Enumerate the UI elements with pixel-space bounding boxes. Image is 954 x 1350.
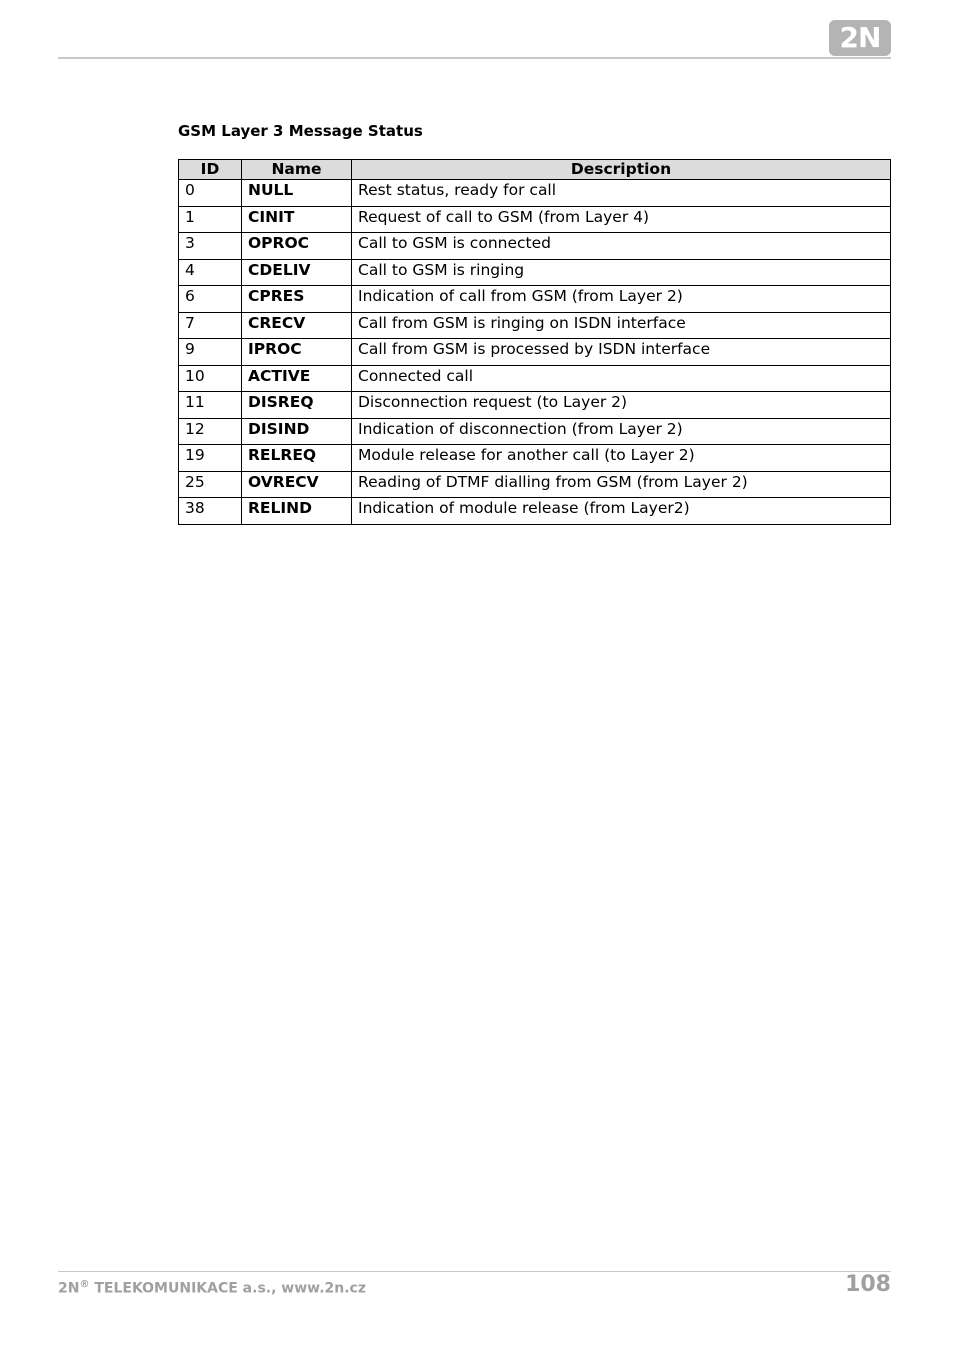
row-name-cell: DISIND bbox=[242, 418, 352, 445]
row-name-cell: CINIT bbox=[242, 206, 352, 233]
row-description-cell: Request of call to GSM (from Layer 4) bbox=[352, 206, 891, 233]
row-id-cell: 0 bbox=[179, 180, 242, 207]
row-description-cell: Rest status, ready for call bbox=[352, 180, 891, 207]
row-name-cell: DISREQ bbox=[242, 392, 352, 419]
row-name-cell: RELREQ bbox=[242, 445, 352, 472]
row-id-cell: 6 bbox=[179, 286, 242, 313]
row-description-cell: Disconnection request (to Layer 2) bbox=[352, 392, 891, 419]
column-header-name: Name bbox=[242, 160, 352, 180]
footer-divider bbox=[58, 1271, 891, 1272]
registered-mark: ® bbox=[79, 1279, 90, 1290]
row-name-cell: RELIND bbox=[242, 498, 352, 525]
table-row bbox=[179, 286, 891, 313]
row-name-cell: IPROC bbox=[242, 339, 352, 366]
row-id-cell: 25 bbox=[179, 471, 242, 498]
table-row bbox=[179, 312, 891, 339]
table-body bbox=[179, 180, 891, 525]
table-row bbox=[179, 339, 891, 366]
table-row bbox=[179, 418, 891, 445]
row-id-cell: 38 bbox=[179, 498, 242, 525]
row-id-cell: 11 bbox=[179, 392, 242, 419]
row-description-cell: Indication of disconnection (from Layer 2) bbox=[352, 418, 891, 445]
row-id-cell: 7 bbox=[179, 312, 242, 339]
row-name-cell: CPRES bbox=[242, 286, 352, 313]
section-title: GSM Layer 3 Message Status bbox=[178, 122, 423, 140]
row-id-cell: 10 bbox=[179, 365, 242, 392]
row-description-cell: Indication of call from GSM (from Layer 2) bbox=[352, 286, 891, 313]
table-row bbox=[179, 498, 891, 525]
table-header-row bbox=[179, 160, 891, 180]
table-row bbox=[179, 206, 891, 233]
row-id-cell: 3 bbox=[179, 233, 242, 260]
row-description-cell: Module release for another call (to Layer 2) bbox=[352, 445, 891, 472]
row-description-cell: Call to GSM is connected bbox=[352, 233, 891, 260]
row-description-cell: Call from GSM is processed by ISDN interface bbox=[352, 339, 891, 366]
table-row bbox=[179, 445, 891, 472]
row-id-cell: 4 bbox=[179, 259, 242, 286]
table-row bbox=[179, 392, 891, 419]
footer-company-text: TELEKOMUNIKACE a.s., www.2n.cz bbox=[89, 1280, 366, 1297]
footer-brand: 2N bbox=[58, 1280, 80, 1297]
table-row bbox=[179, 233, 891, 260]
row-name-cell: CRECV bbox=[242, 312, 352, 339]
page-number: 108 bbox=[845, 1272, 891, 1297]
row-id-cell: 9 bbox=[179, 339, 242, 366]
row-description-cell: Indication of module release (from Layer2) bbox=[352, 498, 891, 525]
message-status-table bbox=[178, 159, 891, 525]
footer-company bbox=[58, 1279, 366, 1297]
table-row bbox=[179, 259, 891, 286]
row-id-cell: 19 bbox=[179, 445, 242, 472]
table-row bbox=[179, 180, 891, 207]
row-description-cell: Connected call bbox=[352, 365, 891, 392]
column-header-id: ID bbox=[179, 160, 242, 180]
header-divider bbox=[58, 57, 891, 59]
row-name-cell: NULL bbox=[242, 180, 352, 207]
brand-logo: 2N bbox=[829, 20, 891, 56]
row-name-cell: CDELIV bbox=[242, 259, 352, 286]
row-id-cell: 12 bbox=[179, 418, 242, 445]
row-name-cell: OVRECV bbox=[242, 471, 352, 498]
table-row bbox=[179, 365, 891, 392]
row-id-cell: 1 bbox=[179, 206, 242, 233]
row-name-cell: ACTIVE bbox=[242, 365, 352, 392]
row-description-cell: Call to GSM is ringing bbox=[352, 259, 891, 286]
column-header-description: Description bbox=[352, 160, 891, 180]
table-row bbox=[179, 471, 891, 498]
row-description-cell: Call from GSM is ringing on ISDN interface bbox=[352, 312, 891, 339]
row-name-cell: OPROC bbox=[242, 233, 352, 260]
row-description-cell: Reading of DTMF dialling from GSM (from Layer 2) bbox=[352, 471, 891, 498]
